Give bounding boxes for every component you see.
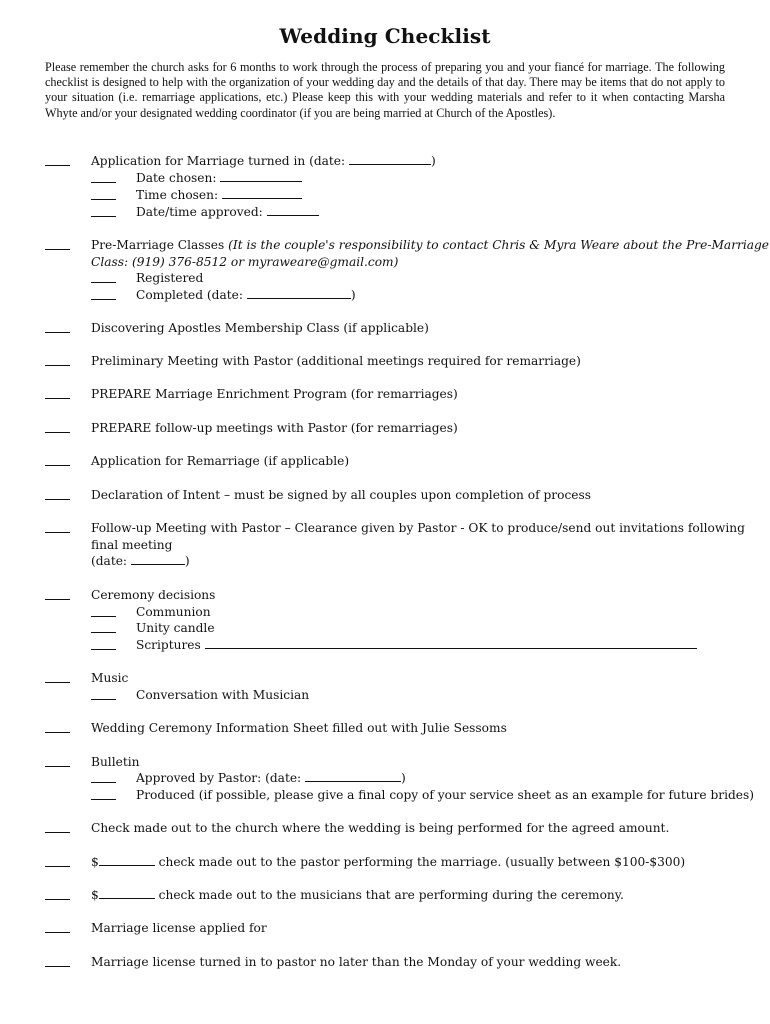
check-blank[interactable] (45, 532, 70, 533)
check-blank[interactable] (45, 832, 70, 833)
check-blank[interactable] (45, 432, 70, 433)
check-blank[interactable] (91, 199, 116, 200)
check-blank[interactable] (91, 632, 116, 633)
check-blank[interactable] (45, 966, 70, 967)
check-blank[interactable] (45, 499, 70, 500)
check-blank[interactable] (91, 182, 116, 183)
date-blank[interactable] (131, 553, 185, 565)
date-blank[interactable] (349, 153, 431, 165)
scriptures-blank[interactable] (205, 637, 697, 649)
check-blank[interactable] (45, 899, 70, 900)
check-blank[interactable] (91, 649, 116, 650)
check-blank[interactable] (91, 282, 116, 283)
check-blank[interactable] (45, 165, 70, 166)
page-title: Wedding Checklist (279, 24, 491, 48)
check-blank[interactable] (91, 616, 116, 617)
check-blank[interactable] (45, 682, 70, 683)
check-blank[interactable] (45, 249, 70, 250)
amount-blank[interactable] (99, 854, 155, 866)
check-blank[interactable] (45, 866, 70, 867)
checklist-page: Wedding Checklist Please remember the church asks for 6 months to work through the process of preparing you and your fiancé for marriage. The following checklist is designed to help with the organization of your wedding day and the details of that day. There may be items that do not apply to your situation (i.e. remarriage applications, etc.) Please keep this with your wedding materials and refer to it when contacting Marsha Whyte and/or your designated wedding coordinator (if you are being married at Church of the Apostles). Application for Marriage turned in (date: ) Date chosen: Time chosen: Date/time approved: Pre-Marriage Classes (It is the couple's responsibility to contact Chris & Myra Weare about the Pre-Marriage Class: (919) 376-8512 or myraweare@gmail.com) Registered Completed (date: ) Discovering Apostles Membership Class (if applicable) Preliminary Meeting with Pastor (additional meetings required for remarriage) PREPARE Marriage Enrichment Program (for remarriages) PREPARE follow-up meetings with Pastor (for remarriages) Application for Remarriage (if applicable) Declaration of Intent – must be signed by all couples upon completion of process Follow-up Meeting with Pastor – Clearance given by Pastor - OK to produce/send out invitations following final meeting (date: ) Ceremony decisions Communion Unity candle Scriptures Music Conversation with Musician Wedding Ceremony Information Sheet filled out with Julie Sessoms Bulletin Approved by Pastor: (date: ) Produced (if possible, please give a final copy of your service sheet as an example for future brides) Check made out to the church where the wedding is being performed for the agreed amount. $ check made out to the pastor performing the marriage. (usually between $100-$300) $ check made out to the musicians that are performing during the ceremony. Marriage license applied for Marriage license turned in to pastor no later than the Monday of your wedding week. (0, 0, 770, 1024)
check-blank[interactable] (45, 332, 70, 333)
intro-paragraph: Please remember the church asks for 6 months to work through the process of preparing you and your fiancé for marriage. The following checklist is designed to help with the organization of your wedding day and the details of that day. There may be items that do not apply to your situation (i.e. remarriage applications, etc.) Please keep this with your wedding materials and refer to it when contacting Marsha Whyte and/or your designated wedding coordinator (if you are being married at Church of the Apostles). (45, 60, 725, 120)
time-blank[interactable] (222, 187, 302, 199)
date-blank[interactable] (247, 287, 351, 299)
check-blank[interactable] (91, 299, 116, 300)
check-blank[interactable] (91, 699, 116, 700)
check-blank[interactable] (45, 365, 70, 366)
check-blank[interactable] (45, 732, 70, 733)
amount-blank[interactable] (99, 887, 155, 899)
check-blank[interactable] (45, 398, 70, 399)
approval-blank[interactable] (267, 204, 319, 216)
check-blank[interactable] (91, 216, 116, 217)
check-blank[interactable] (45, 932, 70, 933)
check-blank[interactable] (45, 465, 70, 466)
check-blank[interactable] (91, 799, 116, 800)
date-blank[interactable] (220, 170, 302, 182)
check-blank[interactable] (91, 782, 116, 783)
date-blank[interactable] (305, 770, 401, 782)
check-blank[interactable] (45, 766, 70, 767)
check-blank[interactable] (45, 599, 70, 600)
